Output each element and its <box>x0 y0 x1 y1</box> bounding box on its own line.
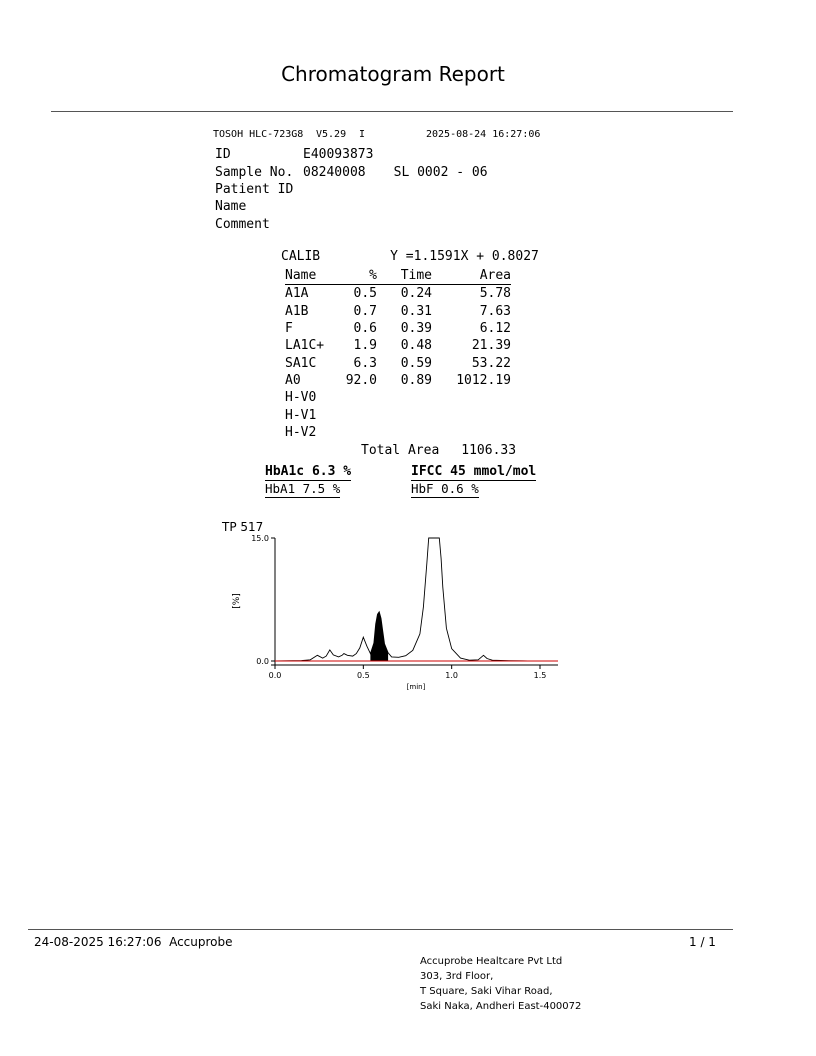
row-name: A1A <box>285 286 309 302</box>
row-name: A0 <box>285 372 301 388</box>
hbf-result: HbF 0.6 % <box>411 481 479 496</box>
comment-label: Comment <box>215 217 270 232</box>
sample-label: Sample No. <box>215 165 294 180</box>
address-line: T Square, Saki Vihar Road, <box>420 986 553 997</box>
patient-id-label: Patient ID <box>215 182 294 197</box>
row-area: 6.12 <box>479 321 511 337</box>
row-name: A1B <box>285 303 309 319</box>
col-area: Area <box>432 267 511 285</box>
row-time: 0.31 <box>400 303 432 319</box>
chart-header: TP 517 <box>222 520 264 534</box>
row-pct: 1.9 <box>353 338 377 354</box>
row-time: 0.39 <box>400 321 432 337</box>
row-time: 0.48 <box>400 338 432 354</box>
row-time: 0.59 <box>400 355 432 371</box>
tick-labels <box>251 534 546 680</box>
y-axis-label: [%] <box>232 593 242 609</box>
instrument-flag: I <box>359 129 366 140</box>
hba1c-result: HbA1c 6.3 % <box>265 464 352 479</box>
col-pct: % <box>343 267 377 285</box>
row-pct: 0.6 <box>353 321 377 337</box>
instrument-version: V5.29 <box>316 129 347 140</box>
row-pct: 0.7 <box>353 303 377 319</box>
row-area: 7.63 <box>479 303 511 319</box>
col-time: Time <box>377 267 432 285</box>
ifcc-result: IFCC 45 mmol/mol <box>411 464 537 479</box>
footer-address <box>420 954 581 1014</box>
row-area: 21.39 <box>471 338 511 354</box>
instrument-datetime: 2025-08-24 16:27:06 <box>426 129 541 140</box>
report-title: Chromatogram Report <box>281 62 505 86</box>
sl-value: SL 0002 - 06 <box>393 165 488 180</box>
y-tick-label: 15.0 <box>251 534 269 543</box>
col-name: Name <box>285 267 343 285</box>
address-line: 303, 3rd Floor, <box>420 971 494 982</box>
x-tick-label: 1.5 <box>533 671 547 680</box>
x-tick-label: 1.0 <box>445 671 459 680</box>
footer-divider <box>28 929 733 930</box>
row-time: 0.24 <box>400 286 432 302</box>
row-time: 0.89 <box>400 372 432 388</box>
row-name: H-V1 <box>285 407 317 423</box>
row-area: 5.78 <box>479 286 511 302</box>
x-tick-label: 0.0 <box>268 671 282 680</box>
chromatogram-trace <box>275 538 528 661</box>
id-value: E40093873 <box>303 147 374 162</box>
footer-timestamp: 24-08-2025 16:27:06 Accuprobe <box>34 935 233 949</box>
row-pct: 6.3 <box>353 355 377 371</box>
calib-label: CALIB <box>281 249 321 264</box>
row-name: F <box>285 321 293 337</box>
row-area: 53.22 <box>471 355 511 371</box>
row-name: LA1C+ <box>285 338 325 354</box>
row-name: H-V0 <box>285 390 317 406</box>
row-pct: 92.0 <box>345 372 377 388</box>
id-label: ID <box>215 147 231 162</box>
calib-equation: Y =1.1591X + 0.8027 <box>390 249 539 264</box>
hba1-result: HbA1 7.5 % <box>265 481 341 496</box>
sa1c-shaded-peak <box>370 612 388 661</box>
total-label: Total Area <box>361 443 440 458</box>
address-line: Saki Naka, Andheri East-400072 <box>420 1001 582 1012</box>
row-area: 1012.19 <box>456 372 511 388</box>
row-pct: 0.5 <box>353 286 377 302</box>
row-name: H-V2 <box>285 424 317 440</box>
row-name: SA1C <box>285 355 317 371</box>
x-tick-label: 0.5 <box>356 671 370 680</box>
address-line: Accuprobe Healtcare Pvt Ltd <box>420 956 563 967</box>
footer-page-number: 1 / 1 <box>689 935 716 949</box>
instrument-model: TOSOH HLC-723G8 <box>213 129 304 140</box>
name-label: Name <box>215 199 247 214</box>
y-tick-label: 0.0 <box>256 657 269 666</box>
sample-value: 08240008 <box>303 165 366 180</box>
total-value: 1106.33 <box>461 443 517 458</box>
x-axis-label: [min] <box>406 683 426 691</box>
